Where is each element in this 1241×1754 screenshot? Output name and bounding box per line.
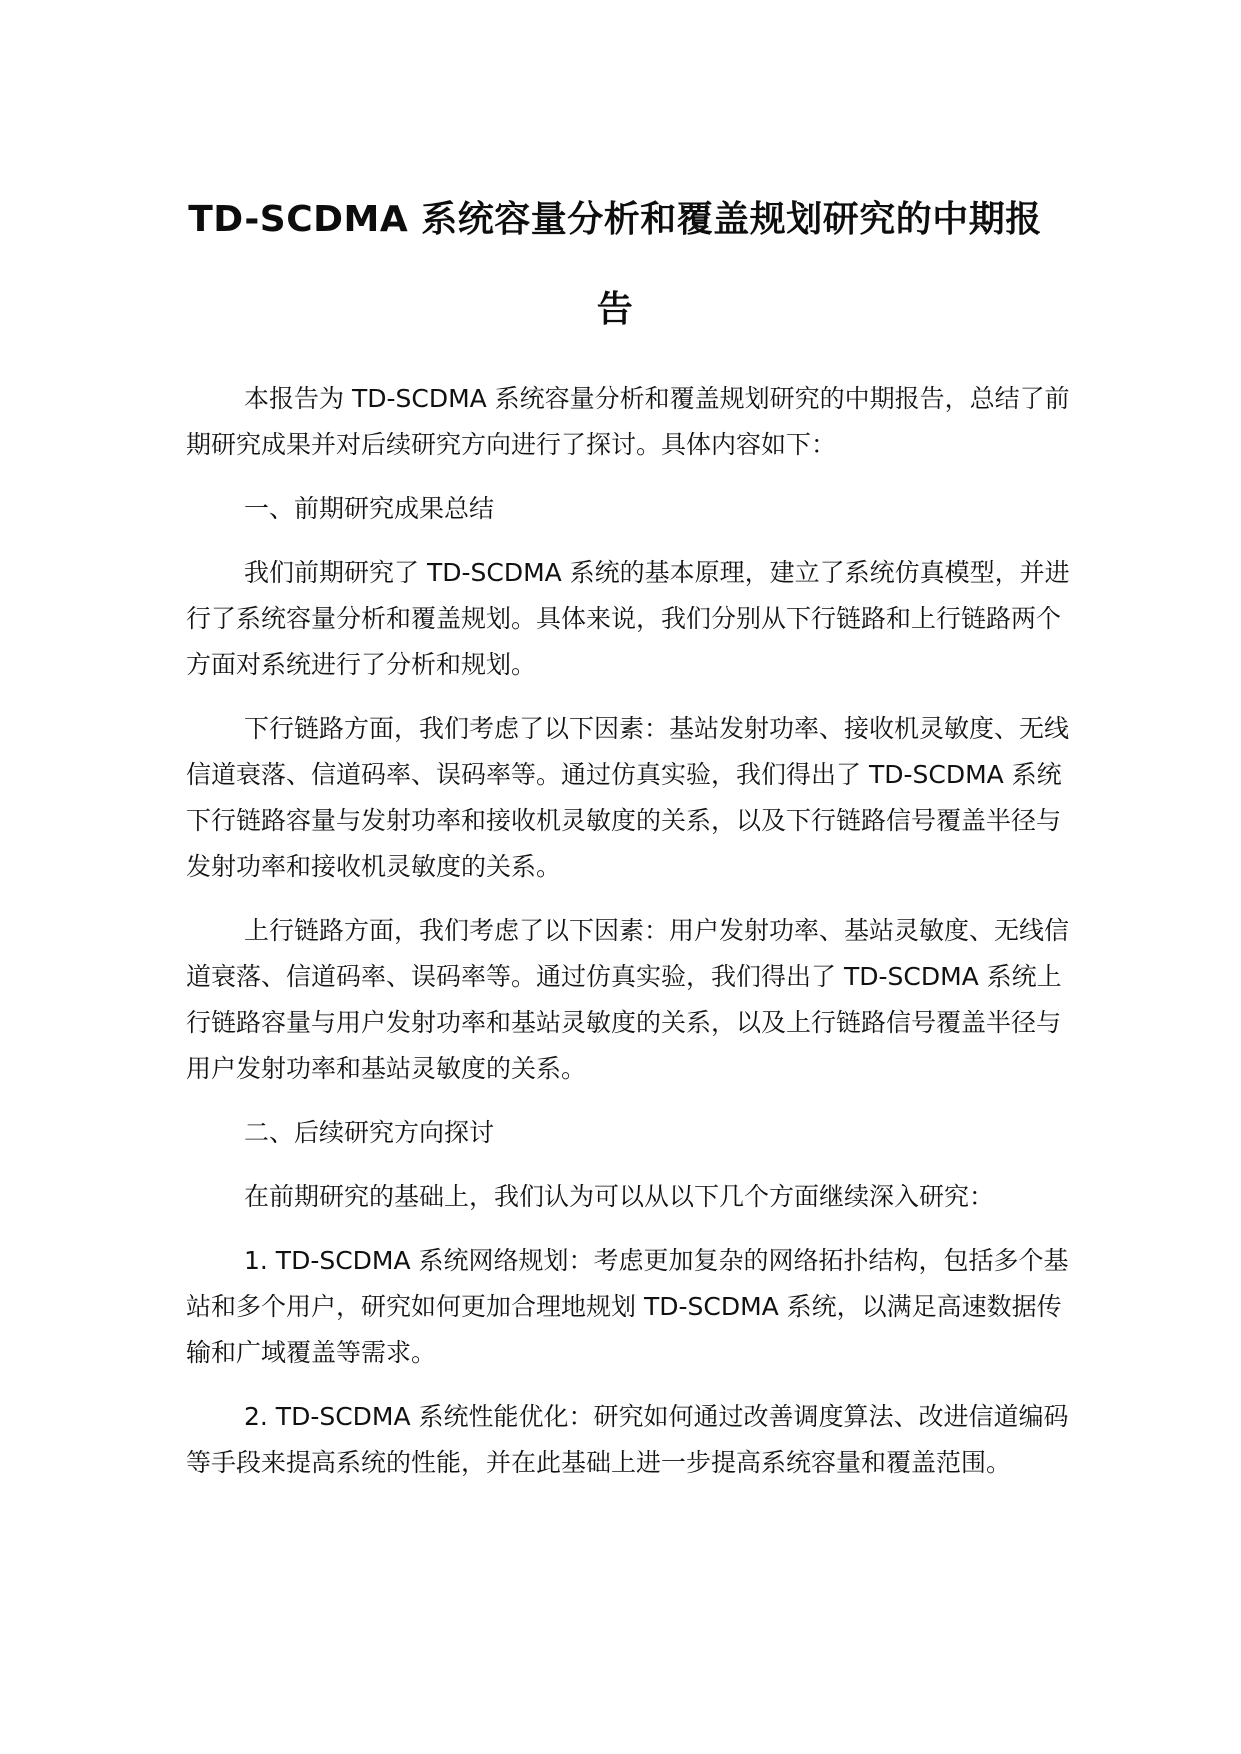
section-heading-1: 一、前期研究成果总结 bbox=[244, 494, 495, 523]
document-body bbox=[186, 376, 1076, 1504]
body-paragraph: 下行链路方面，我们考虑了以下因素：基站发射功率、接收机灵敏度、无线信道衰落、信道码率、误码率等。通过仿真实验，我们得出了 TD-SCDMA 系统下行链路容量与发射功率和接收机灵敏度的关系，以及下行链路信号覆盖半径与发射功率和接收机灵敏度的关系。 bbox=[186, 714, 1070, 881]
body-paragraph: 上行链路方面，我们考虑了以下因素：用户发射功率、基站灵敏度、无线信道衰落、信道码率、误码率等。通过仿真实验，我们得出了 TD-SCDMA 系统上行链路容量与用户发射功率和基站灵敏度的关系，以及上行链路信号覆盖半径与用户发射功率和基站灵敏度的关系。 bbox=[186, 916, 1070, 1083]
body-paragraph: 在前期研究的基础上，我们认为可以从以下几个方面继续深入研究： bbox=[244, 1182, 995, 1211]
list-item: 2. TD-SCDMA 系统性能优化：研究如何通过改善调度算法、改进信道编码等手段来提高系统的性能，并在此基础上进一步提高系统容量和覆盖范围。 bbox=[186, 1402, 1069, 1477]
body-paragraph: 我们前期研究了 TD-SCDMA 系统的基本原理，建立了系统仿真模型，并进行了系统容量分析和覆盖规划。具体来说，我们分别从下行链路和上行链路两个方面对系统进行了分析和规划。 bbox=[186, 558, 1070, 679]
list-item: 1. TD-SCDMA 系统网络规划：考虑更加复杂的网络拓扑结构，包括多个基站和多个用户，研究如何更加合理地规划 TD-SCDMA 系统，以满足高速数据传输和广域覆盖等需求。 bbox=[186, 1246, 1069, 1367]
section-heading-2: 二、后续研究方向探讨 bbox=[244, 1118, 495, 1147]
intro-paragraph: 本报告为 TD-SCDMA 系统容量分析和覆盖规划研究的中期报告，总结了前期研究成果并对后续研究方向进行了探讨。具体内容如下： bbox=[186, 384, 1070, 459]
document-title: TD-SCDMA 系统容量分析和覆盖规划研究的中期报告 bbox=[188, 199, 1042, 330]
